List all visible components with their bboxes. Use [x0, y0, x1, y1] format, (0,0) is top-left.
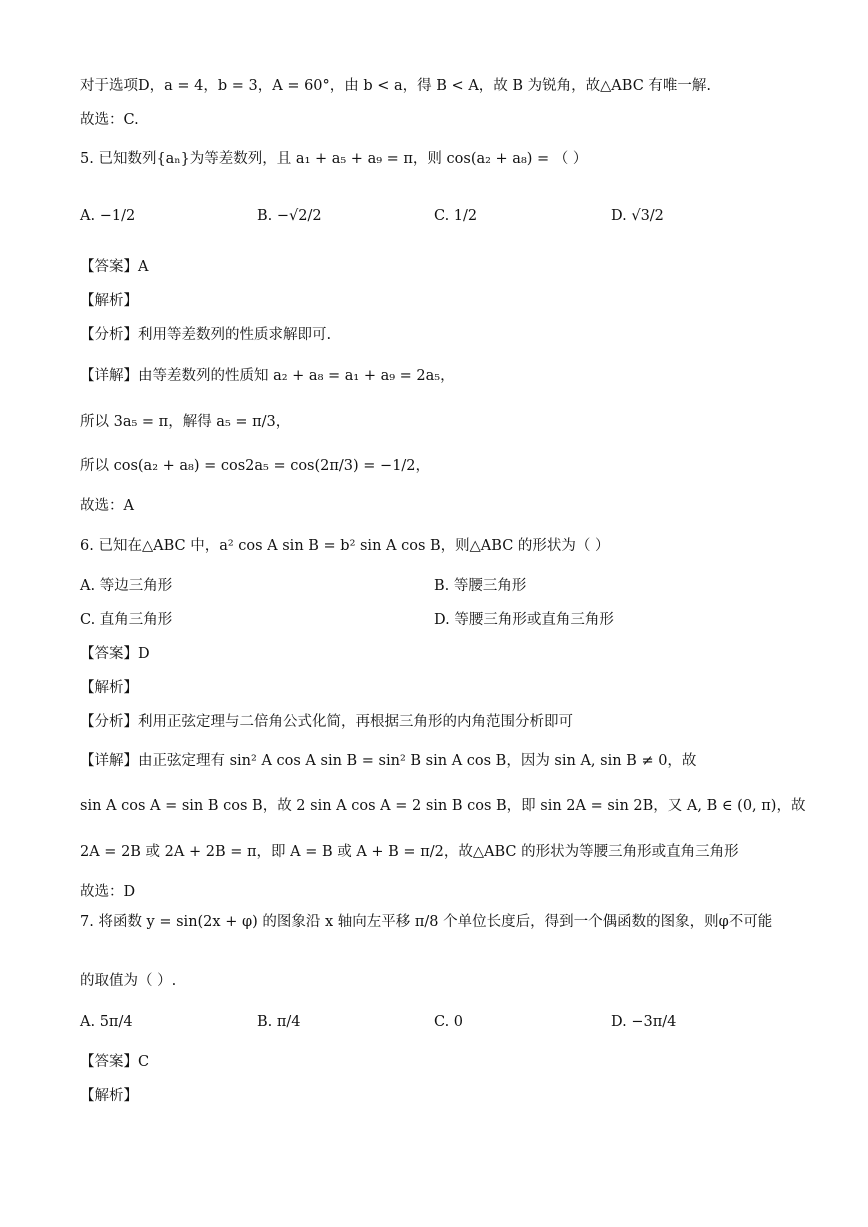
q5-jiexi: 【解析】 — [80, 293, 138, 309]
q5-detail: 所以 3a₅ = π，解得 a₅ = π/3， — [80, 414, 291, 430]
q6-choose: 故选：D — [80, 884, 136, 900]
question-7-stem: 的取值为（ ）. — [80, 973, 177, 989]
q5-option-d: D. √3/2 — [611, 208, 664, 224]
q6-option-b: B. 等腰三角形 — [434, 578, 527, 594]
q5-detail: 【详解】由等差数列的性质知 a₂ + a₈ = a₁ + a₉ = 2a₅， — [80, 368, 455, 384]
q6-option-c: C. 直角三角形 — [80, 612, 173, 628]
q6-fenxi: 【分析】利用正弦定理与二倍角公式化简，再根据三角形的内角范围分析即可 — [80, 714, 573, 730]
q5-detail: 所以 cos(a₂ + a₈) = cos2a₅ = cos(2π/3) = −1/2， — [80, 458, 431, 474]
question-5-stem: 5. 已知数列{aₙ}为等差数列，且 a₁ + a₅ + a₉ = π，则 cos(a₂ + a₈) = （ ） — [80, 151, 588, 167]
q6-option-d: D. 等腰三角形或直角三角形 — [434, 612, 614, 628]
q6-jiexi: 【解析】 — [80, 680, 138, 696]
q6-option-a: A. 等边三角形 — [80, 578, 173, 594]
q5-option-c: C. 1/2 — [434, 208, 478, 224]
text-line: 对于选项D，a = 4，b = 3，A = 60°，由 b < a，得 B < A，故 B 为锐角，故△ABC 有唯一解. — [80, 78, 712, 94]
q7-jiexi: 【解析】 — [80, 1088, 138, 1104]
q5-option-b: B. −√2/2 — [257, 208, 322, 224]
question-6-stem: 6. 已知在△ABC 中，a² cos A sin B = b² sin A cos B，则△ABC 的形状为（ ） — [80, 538, 610, 554]
q7-answer: 【答案】C — [80, 1054, 150, 1070]
q6-detail: sin A cos A = sin B cos B，故 2 sin A cos A = 2 sin B cos B，即 sin 2A = sin 2B，又 A, B ∈ (0, π)，故 — [80, 798, 806, 814]
q6-detail: 【详解】由正弦定理有 sin² A cos A sin B = sin² B sin A cos B，因为 sin A, sin B ≠ 0，故 — [80, 753, 697, 769]
text-line: 故选：C. — [80, 112, 139, 128]
q7-option-d: D. −3π/4 — [611, 1014, 677, 1030]
q5-answer: 【答案】A — [80, 259, 149, 275]
q6-answer: 【答案】D — [80, 646, 150, 662]
q6-detail: 2A = 2B 或 2A + 2B = π，即 A = B 或 A + B = π/2，故△ABC 的形状为等腰三角形或直角三角形 — [80, 844, 739, 860]
q7-option-a: A. 5π/4 — [80, 1014, 133, 1030]
q7-option-b: B. π/4 — [257, 1014, 301, 1030]
question-7-stem: 7. 将函数 y = sin(2x + φ) 的图象沿 x 轴向左平移 π/8 个单位长度后，得到一个偶函数的图象，则φ不可能 — [80, 914, 773, 930]
q5-option-a: A. −1/2 — [80, 208, 136, 224]
q5-choose: 故选：A — [80, 498, 134, 514]
q7-option-c: C. 0 — [434, 1014, 464, 1030]
q5-fenxi: 【分析】利用等差数列的性质求解即可. — [80, 327, 332, 343]
